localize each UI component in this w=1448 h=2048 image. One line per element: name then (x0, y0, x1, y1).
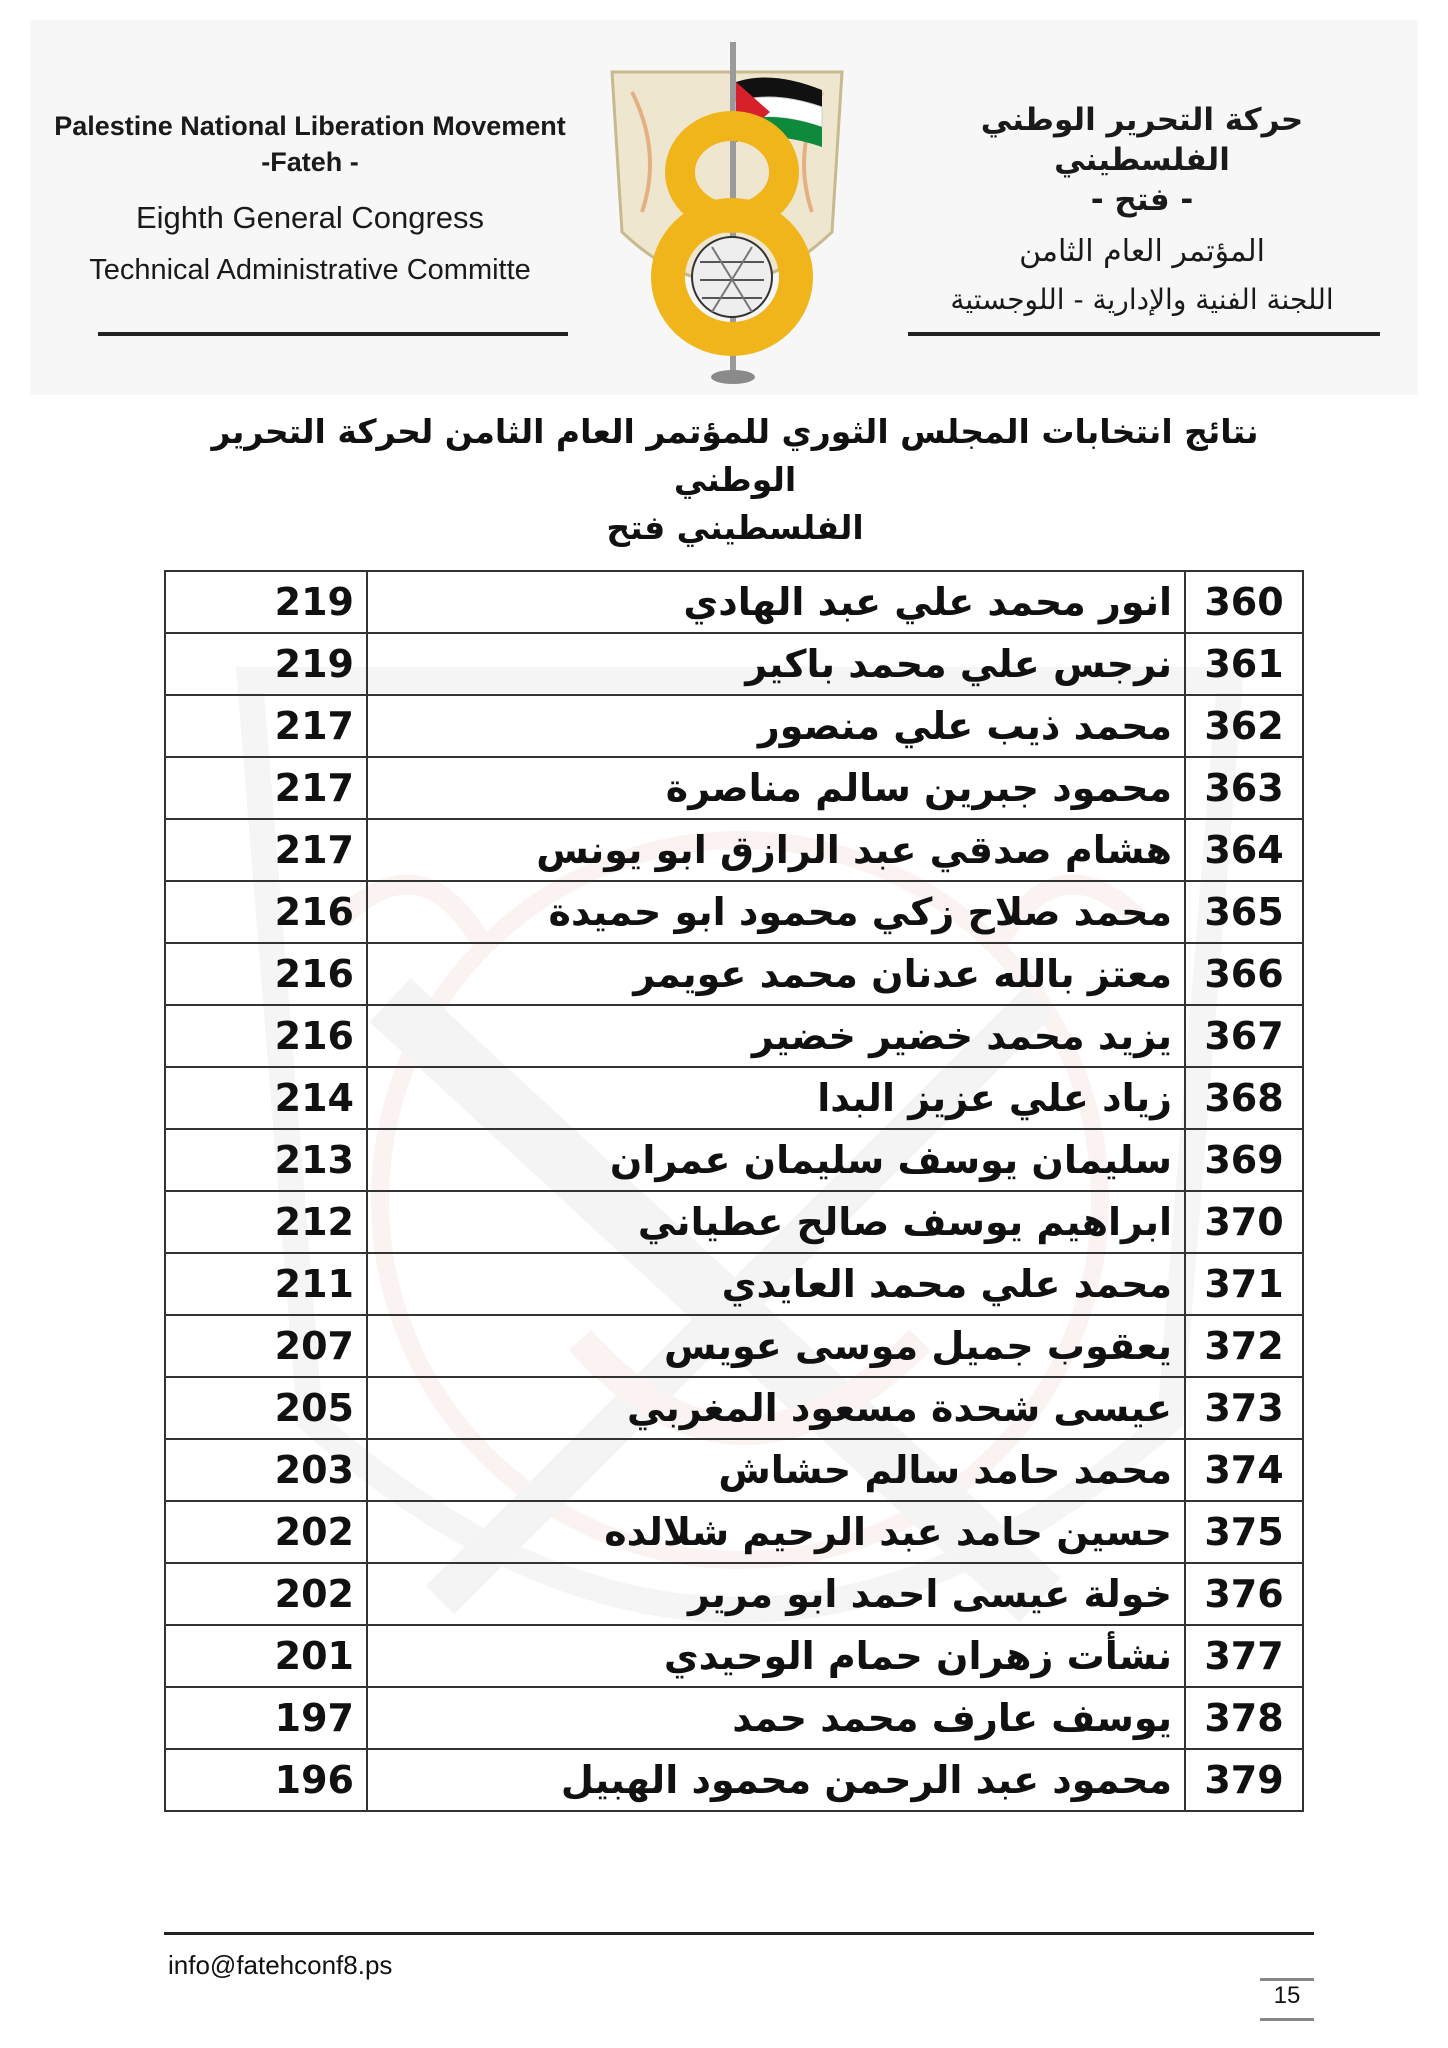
table-row (165, 1129, 1303, 1191)
candidate-number-cell: 368 (1185, 1067, 1303, 1129)
document-title-line2: الفلسطيني فتح (606, 508, 864, 547)
vote-count-cell: 203 (165, 1439, 367, 1501)
vote-count-cell: 202 (165, 1501, 367, 1563)
header-arabic (892, 100, 1392, 316)
table-row (165, 1439, 1303, 1501)
vote-count-cell: 202 (165, 1563, 367, 1625)
document-title (180, 408, 1290, 552)
vote-count-cell: 219 (165, 571, 367, 633)
org-name-ar-line2: - فتح - (1090, 182, 1194, 218)
candidate-number-cell: 360 (1185, 571, 1303, 633)
table-row (165, 1687, 1303, 1749)
page-number-rule-top (1260, 1978, 1314, 1981)
vote-count-cell: 217 (165, 819, 367, 881)
table-row (165, 1067, 1303, 1129)
congress-name-en: Eighth General Congress (135, 200, 485, 235)
vote-count-cell: 207 (165, 1315, 367, 1377)
table-row (165, 1005, 1303, 1067)
header-rule-left (98, 332, 568, 336)
vote-count-cell: 216 (165, 881, 367, 943)
footer-rule (164, 1932, 1314, 1935)
table-row (165, 1253, 1303, 1315)
header-rule-right (908, 332, 1380, 336)
org-name-ar-line1: حركة التحرير الوطني الفلسطيني (980, 102, 1304, 178)
candidate-number-cell: 372 (1185, 1315, 1303, 1377)
candidate-name-cell: يعقوب جميل موسى عويس (367, 1315, 1185, 1377)
vote-count-cell: 217 (165, 757, 367, 819)
vote-count-cell: 197 (165, 1687, 367, 1749)
candidate-number-cell: 361 (1185, 633, 1303, 695)
contact-email[interactable]: info@fatehconf8.ps (168, 1950, 393, 1980)
vote-count-cell: 212 (165, 1191, 367, 1253)
congress-name-ar: المؤتمر العام الثامن (1019, 234, 1265, 269)
table-row (165, 1563, 1303, 1625)
table-row (165, 1749, 1303, 1811)
document-title-line1: نتائج انتخابات المجلس الثوري للمؤتمر العام الثامن لحركة التحرير الوطني (211, 412, 1259, 499)
vote-count-cell: 211 (165, 1253, 367, 1315)
vote-count-cell: 201 (165, 1625, 367, 1687)
vote-count-cell: 217 (165, 695, 367, 757)
committee-name-ar: اللجنة الفنية والإدارية - اللوجستية (950, 283, 1334, 316)
candidate-number-cell: 365 (1185, 881, 1303, 943)
page-number-rule-bottom (1260, 2018, 1314, 2021)
table-row (165, 943, 1303, 1005)
candidate-name-cell: عيسى شحدة مسعود المغربي (367, 1377, 1185, 1439)
candidate-name-cell: محمد حامد سالم حشاش (367, 1439, 1185, 1501)
candidate-number-cell: 362 (1185, 695, 1303, 757)
candidate-number-cell: 374 (1185, 1439, 1303, 1501)
candidate-number-cell: 371 (1185, 1253, 1303, 1315)
table-row (165, 1625, 1303, 1687)
candidate-name-cell: نرجس علي محمد باكير (367, 633, 1185, 695)
candidate-number-cell: 367 (1185, 1005, 1303, 1067)
vote-count-cell: 219 (165, 633, 367, 695)
vote-count-cell: 216 (165, 1005, 367, 1067)
table-row (165, 571, 1303, 633)
table-row (165, 1501, 1303, 1563)
candidate-number-cell: 377 (1185, 1625, 1303, 1687)
candidate-name-cell: محمد صلاح زكي محمود ابو حميدة (367, 881, 1185, 943)
candidate-number-cell: 378 (1185, 1687, 1303, 1749)
table-row (165, 881, 1303, 943)
candidate-name-cell: يوسف عارف محمد حمد (367, 1687, 1185, 1749)
org-name-en-line1: Palestine National Liberation Movement (54, 111, 566, 141)
candidate-name-cell: حسين حامد عبد الرحيم شلالده (367, 1501, 1185, 1563)
candidate-name-cell: محمود عبد الرحمن محمود الهبيل (367, 1749, 1185, 1811)
fateh-eighth-congress-emblem-icon (592, 32, 862, 392)
table-row (165, 633, 1303, 695)
candidate-number-cell: 364 (1185, 819, 1303, 881)
page-number: 15 (1273, 1982, 1301, 2009)
table-row (165, 1377, 1303, 1439)
candidate-name-cell: محمود جبرين سالم مناصرة (367, 757, 1185, 819)
candidate-number-cell: 369 (1185, 1129, 1303, 1191)
candidate-name-cell: انور محمد علي عبد الهادي (367, 571, 1185, 633)
org-name-en-line2: -Fateh - (261, 147, 359, 177)
table-row (165, 1315, 1303, 1377)
candidate-name-cell: خولة عيسى احمد ابو مرير (367, 1563, 1185, 1625)
candidate-number-cell: 376 (1185, 1563, 1303, 1625)
table-row (165, 757, 1303, 819)
candidate-number-cell: 373 (1185, 1377, 1303, 1439)
candidate-name-cell: ابراهيم يوسف صالح عطياني (367, 1191, 1185, 1253)
vote-count-cell: 213 (165, 1129, 367, 1191)
candidate-name-cell: معتز بالله عدنان محمد عويمر (367, 943, 1185, 1005)
vote-count-cell: 214 (165, 1067, 367, 1129)
table-row (165, 1191, 1303, 1253)
candidate-number-cell: 363 (1185, 757, 1303, 819)
committee-name-en: Technical Administrative Committe (89, 254, 531, 286)
candidate-name-cell: محمد علي محمد العايدي (367, 1253, 1185, 1315)
header-english (40, 108, 580, 287)
vote-count-cell: 205 (165, 1377, 367, 1439)
candidate-number-cell: 366 (1185, 943, 1303, 1005)
candidate-name-cell: يزيد محمد خضير خضير (367, 1005, 1185, 1067)
candidate-name-cell: محمد ذيب علي منصور (367, 695, 1185, 757)
vote-count-cell: 196 (165, 1749, 367, 1811)
candidate-number-cell: 375 (1185, 1501, 1303, 1563)
candidate-name-cell: زياد علي عزيز البدا (367, 1067, 1185, 1129)
table-row (165, 819, 1303, 881)
candidate-name-cell: نشأت زهران حمام الوحيدي (367, 1625, 1185, 1687)
candidate-name-cell: سليمان يوسف سليمان عمران (367, 1129, 1185, 1191)
candidate-number-cell: 370 (1185, 1191, 1303, 1253)
table-row (165, 695, 1303, 757)
results-table (164, 570, 1304, 1812)
candidate-number-cell: 379 (1185, 1749, 1303, 1811)
vote-count-cell: 216 (165, 943, 367, 1005)
candidate-name-cell: هشام صدقي عبد الرازق ابو يونس (367, 819, 1185, 881)
